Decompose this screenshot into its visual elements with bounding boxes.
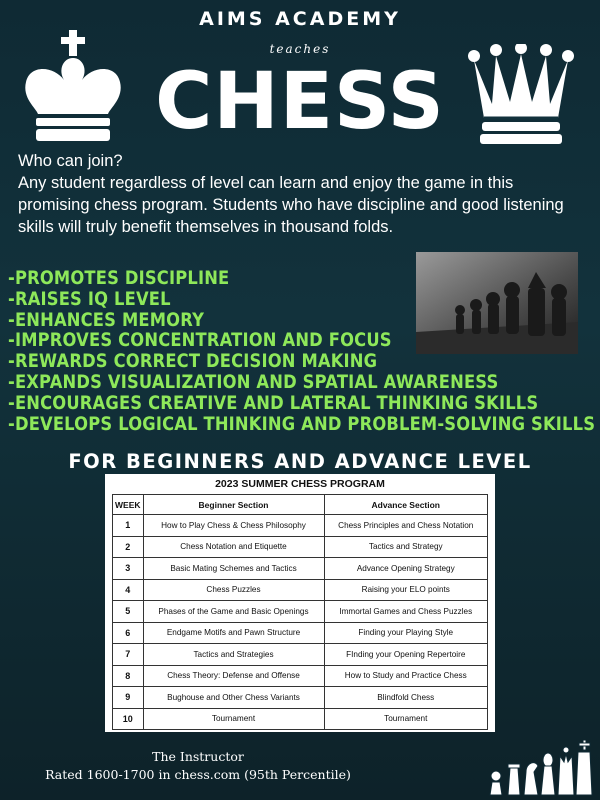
table-row xyxy=(113,665,488,687)
advance-cell: FInding your Opening Repertoire xyxy=(324,644,488,666)
table-row xyxy=(113,644,488,666)
benefit-item: -EXPANDS VISUALIZATION AND SPATIAL AWARENESS xyxy=(8,370,499,393)
beginner-cell: Endgame Motifs and Pawn Structure xyxy=(143,622,324,644)
academy-name: AIMS ACADEMY xyxy=(199,8,401,30)
king-crown-icon xyxy=(18,28,130,146)
schedule-table xyxy=(112,494,488,730)
advance-cell: Tournament xyxy=(324,708,488,730)
advance-cell: Advance Opening Strategy xyxy=(324,558,488,580)
advance-cell: Finding your Playing Style xyxy=(324,622,488,644)
table-row xyxy=(113,601,488,623)
instructor-rating: Rated 1600-1700 in chess.com (95th Percentile) xyxy=(45,767,351,782)
benefit-item: -RAISES IQ LEVEL xyxy=(8,287,171,310)
benefit-item: -ENCOURAGES CREATIVE AND LATERAL THINKING SKILLS xyxy=(8,391,539,414)
benefit-item: -REWARDS CORRECT DECISION MAKING xyxy=(8,350,378,373)
beginner-cell: Basic Mating Schemes and Tactics xyxy=(143,558,324,580)
week-cell: 2 xyxy=(113,536,144,558)
beginner-cell: Chess Puzzles xyxy=(143,579,324,601)
week-cell: 5 xyxy=(113,601,144,623)
page-title: CHESS xyxy=(155,57,445,147)
week-cell: 10 xyxy=(113,708,144,730)
level-banner: FOR BEGINNERS AND ADVANCE LEVEL xyxy=(68,450,532,473)
schedule-table-card xyxy=(105,474,495,732)
beginner-cell: Tactics and Strategies xyxy=(143,644,324,666)
header-beginner: Beginner Section xyxy=(143,495,324,515)
schedule-title: 2023 SUMMER CHESS PROGRAM xyxy=(215,478,385,490)
beginner-cell: Chess Notation and Etiquette xyxy=(143,536,324,558)
beginner-cell: Chess Theory: Defense and Offense xyxy=(143,665,324,687)
instructor-title: The Instructor xyxy=(152,749,244,764)
week-cell: 4 xyxy=(113,579,144,601)
teaches-label: teaches xyxy=(269,42,331,56)
table-row xyxy=(113,622,488,644)
table-row xyxy=(113,579,488,601)
chess-pieces-icon xyxy=(488,740,594,796)
beginner-cell: Tournament xyxy=(143,708,324,730)
header-week: WEEK xyxy=(113,495,144,515)
table-row xyxy=(113,515,488,537)
week-cell: 3 xyxy=(113,558,144,580)
advance-cell: Chess Principles and Chess Notation xyxy=(324,515,488,537)
advance-cell: Tactics and Strategy xyxy=(324,536,488,558)
benefit-item: -IMPROVES CONCENTRATION AND FOCUS xyxy=(8,329,392,352)
advance-cell: Blindfold Chess xyxy=(324,687,488,709)
beginner-cell: Bughouse and Other Chess Variants xyxy=(143,687,324,709)
week-cell: 7 xyxy=(113,644,144,666)
benefits-list xyxy=(8,267,596,435)
beginner-cell: How to Play Chess & Chess Philosophy xyxy=(143,515,324,537)
advance-cell: Immortal Games and Chess Puzzles xyxy=(324,601,488,623)
table-row xyxy=(113,708,488,730)
intro-body: Any student regardless of level can learn and enjoy the game in this promising chess program. Students who have discipline and good listening skills will truly benefit themselves in thousand folds. xyxy=(18,174,564,236)
intro-section xyxy=(18,150,586,238)
table-row xyxy=(113,687,488,709)
intro-question: Who can join? xyxy=(18,152,123,170)
table-row xyxy=(113,558,488,580)
week-cell: 1 xyxy=(113,515,144,537)
benefit-item: -DEVELOPS LOGICAL THINKING AND PROBLEM-SOLVING SKILLS xyxy=(8,412,596,435)
table-row xyxy=(113,536,488,558)
beginner-cell: Phases of the Game and Basic Openings xyxy=(143,601,324,623)
week-cell: 9 xyxy=(113,687,144,709)
queen-crown-icon xyxy=(466,44,576,148)
benefit-item: -PROMOTES DISCIPLINE xyxy=(8,267,230,289)
week-cell: 6 xyxy=(113,622,144,644)
header-advance: Advance Section xyxy=(324,495,488,515)
benefit-item: -ENHANCES MEMORY xyxy=(8,308,205,331)
advance-cell: Raising your ELO points xyxy=(324,579,488,601)
week-cell: 8 xyxy=(113,665,144,687)
instructor-info xyxy=(18,748,378,784)
table-header-row xyxy=(113,495,488,515)
advance-cell: How to Study and Practice Chess xyxy=(324,665,488,687)
